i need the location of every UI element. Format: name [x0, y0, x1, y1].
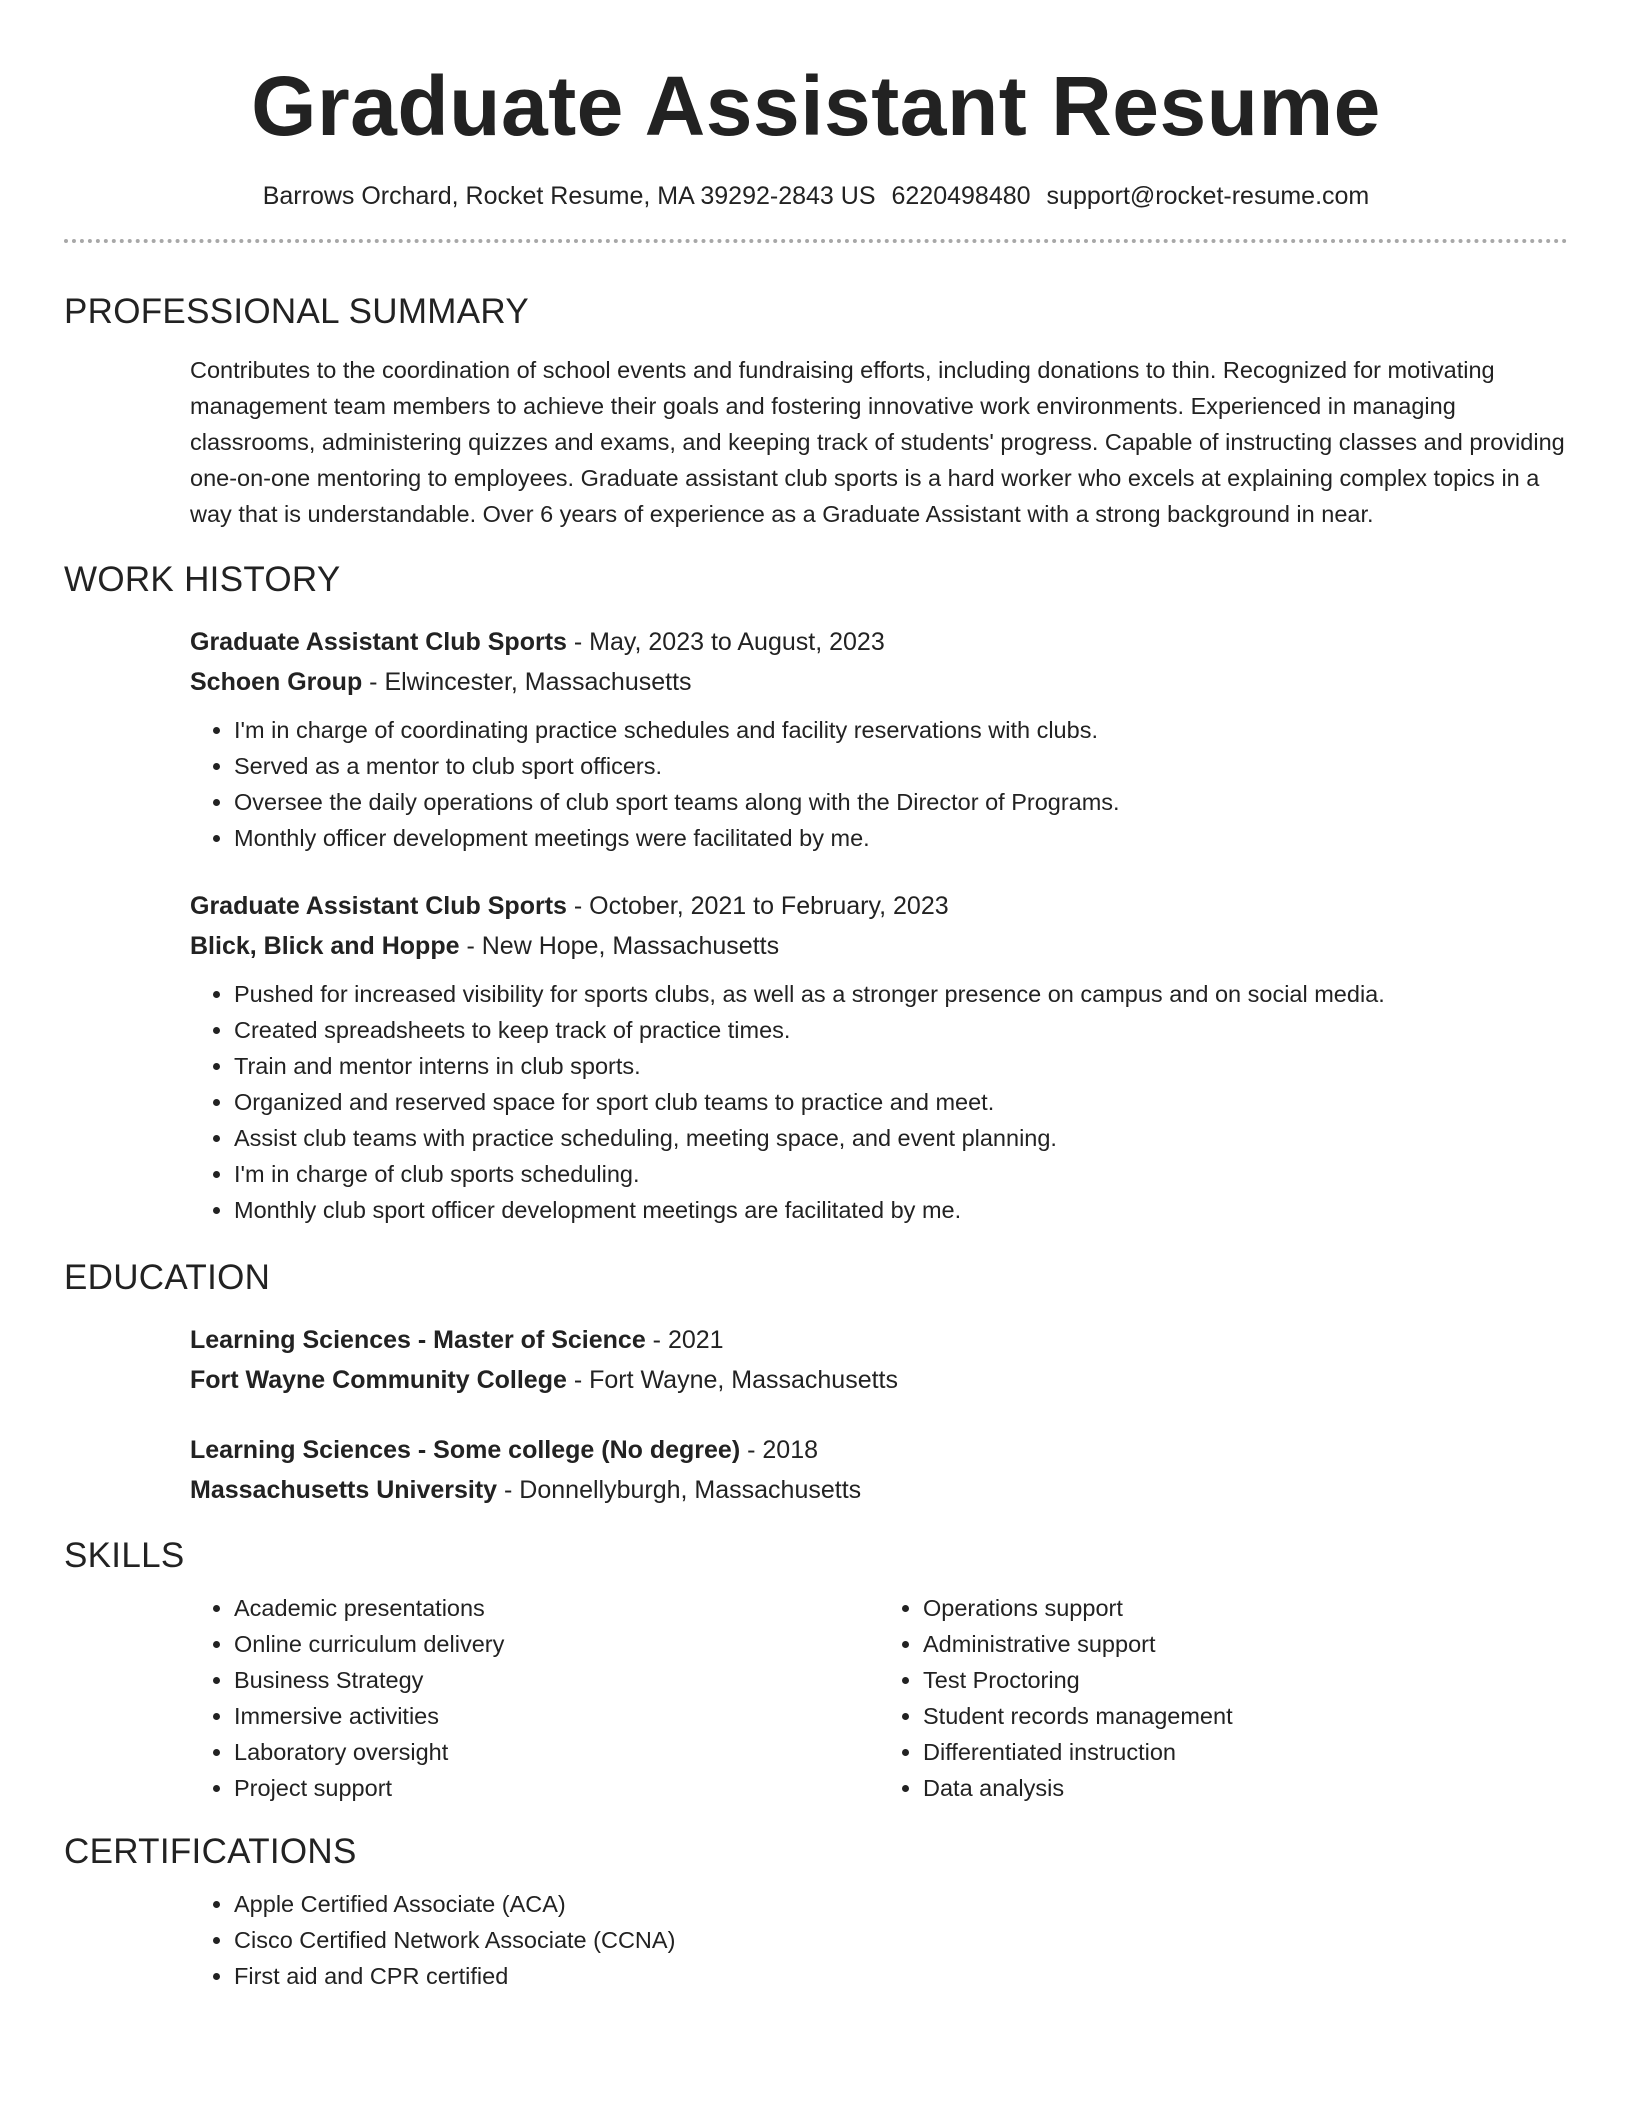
degree-year: - 2018 [740, 1436, 819, 1464]
skill-item: • Laboratory oversight [234, 1734, 879, 1770]
degree-line [190, 1320, 1568, 1360]
job-duty: • Organized and reserved space for sport club teams to practice and meet. [234, 1084, 1568, 1120]
school-line [190, 1470, 1568, 1510]
job-dates: - May, 2023 to August, 2023 [566, 628, 885, 656]
job-duty: • Pushed for increased visibility for sports clubs, as well as a stronger presence on campus and on social media. [234, 976, 1568, 1012]
job-title-line [190, 622, 1568, 662]
certifications-heading: CERTIFICATIONS [64, 1832, 357, 1871]
degree-name: Learning Sciences - Master of Science [190, 1326, 646, 1354]
job-duty: • I'm in charge of coordinating practice schedules and facility reservations with clubs. [234, 712, 1568, 748]
job-duties [190, 976, 1568, 1228]
work-history-heading: WORK HISTORY [64, 560, 341, 599]
skill-item: • Online curriculum delivery [234, 1626, 879, 1662]
school-location: - Fort Wayne, Massachusetts [566, 1366, 899, 1394]
skill-item: • Student records management [923, 1698, 1568, 1734]
education-section [64, 1256, 1568, 1510]
skill-item: • Academic presentations [234, 1590, 879, 1626]
header-divider [64, 239, 1568, 243]
job-location: - New Hope, Massachusetts [459, 932, 780, 960]
skill-item: • Data analysis [923, 1770, 1568, 1806]
education-entry [190, 1430, 1568, 1510]
job-company-line [190, 926, 1568, 966]
contact-info [64, 180, 1568, 212]
job-title: Graduate Assistant Club Sports [190, 892, 567, 920]
education-heading: EDUCATION [64, 1258, 271, 1297]
school-location: - Donnellyburgh, Massachusetts [497, 1476, 862, 1504]
degree-year: - 2021 [645, 1326, 724, 1354]
summary-text: Contributes to the coordination of school events and fundraising efforts, including donations to thin. Recognized for motivating management team members to achieve their goals and fostering innovative work environments. Experienced in managing classrooms, administering quizzes and exams, and keeping track of students' progress. Capable of instructing classes and providing one-on-one mentoring to employees. Graduate assistant club sports is a hard worker who excels at explaining complex topics in a way that is understandable. Over 6 years of experience as a Graduate Assistant with a strong background in near. [190, 357, 1565, 527]
certifications-list [190, 1886, 1568, 1994]
skills-list-right [879, 1590, 1568, 1806]
job-company: Schoen Group [190, 668, 363, 696]
job-company: Blick, Blick and Hoppe [190, 932, 460, 960]
skill-item: • Administrative support [923, 1626, 1568, 1662]
job-duty: • Created spreadsheets to keep track of practice times. [234, 1012, 1568, 1048]
skill-item: • Project support [234, 1770, 879, 1806]
job-duty: • Assist club teams with practice scheduling, meeting space, and event planning. [234, 1120, 1568, 1156]
skills-grid [190, 1578, 1568, 1806]
job-duty: • Monthly officer development meetings were facilitated by me. [234, 820, 1568, 856]
job-title-line [190, 886, 1568, 926]
contact-email: support@rocket-resume.com [1046, 182, 1370, 210]
resume-title: Graduate Assistant Resume [251, 59, 1381, 153]
job-duties [190, 712, 1568, 856]
skill-item: • Immersive activities [234, 1698, 879, 1734]
work-history-section [64, 558, 1568, 1228]
certification-item: • Apple Certified Associate (ACA) [234, 1886, 1568, 1922]
summary-heading: PROFESSIONAL SUMMARY [64, 292, 529, 331]
skills-list-left [190, 1590, 879, 1806]
summary-section [64, 290, 1568, 532]
skills-section [64, 1534, 1568, 1806]
job-duty: • Train and mentor interns in club sports. [234, 1048, 1568, 1084]
school-name: Fort Wayne Community College [190, 1366, 567, 1394]
degree-name: Learning Sciences - Some college (No degree) [190, 1436, 741, 1464]
skill-item: • Test Proctoring [923, 1662, 1568, 1698]
skill-item: • Business Strategy [234, 1662, 879, 1698]
job-duty: • Served as a mentor to club sport officers. [234, 748, 1568, 784]
skill-item: • Differentiated instruction [923, 1734, 1568, 1770]
job-dates: - October, 2021 to February, 2023 [566, 892, 949, 920]
skills-heading: SKILLS [64, 1536, 185, 1575]
job-entry [190, 886, 1568, 1228]
school-name: Massachusetts University [190, 1476, 498, 1504]
certifications-section [64, 1830, 1568, 1994]
job-duty: • I'm in charge of club sports scheduling. [234, 1156, 1568, 1192]
job-company-line [190, 662, 1568, 702]
job-location: - Elwincester, Massachusetts [362, 668, 692, 696]
certification-item: • Cisco Certified Network Associate (CCNA) [234, 1922, 1568, 1958]
job-duty: • Oversee the daily operations of club sport teams along with the Director of Programs. [234, 784, 1568, 820]
certification-item: • First aid and CPR certified [234, 1958, 1568, 1994]
education-entry [190, 1320, 1568, 1400]
job-duty: • Monthly club sport officer development meetings are facilitated by me. [234, 1192, 1568, 1228]
job-title: Graduate Assistant Club Sports [190, 628, 567, 656]
school-line [190, 1360, 1568, 1400]
contact-phone: 6220498480 [891, 182, 1031, 210]
contact-address: Barrows Orchard, Rocket Resume, MA 39292-2843 US [262, 182, 876, 210]
skill-item: • Operations support [923, 1590, 1568, 1626]
degree-line [190, 1430, 1568, 1470]
job-entry [190, 622, 1568, 856]
